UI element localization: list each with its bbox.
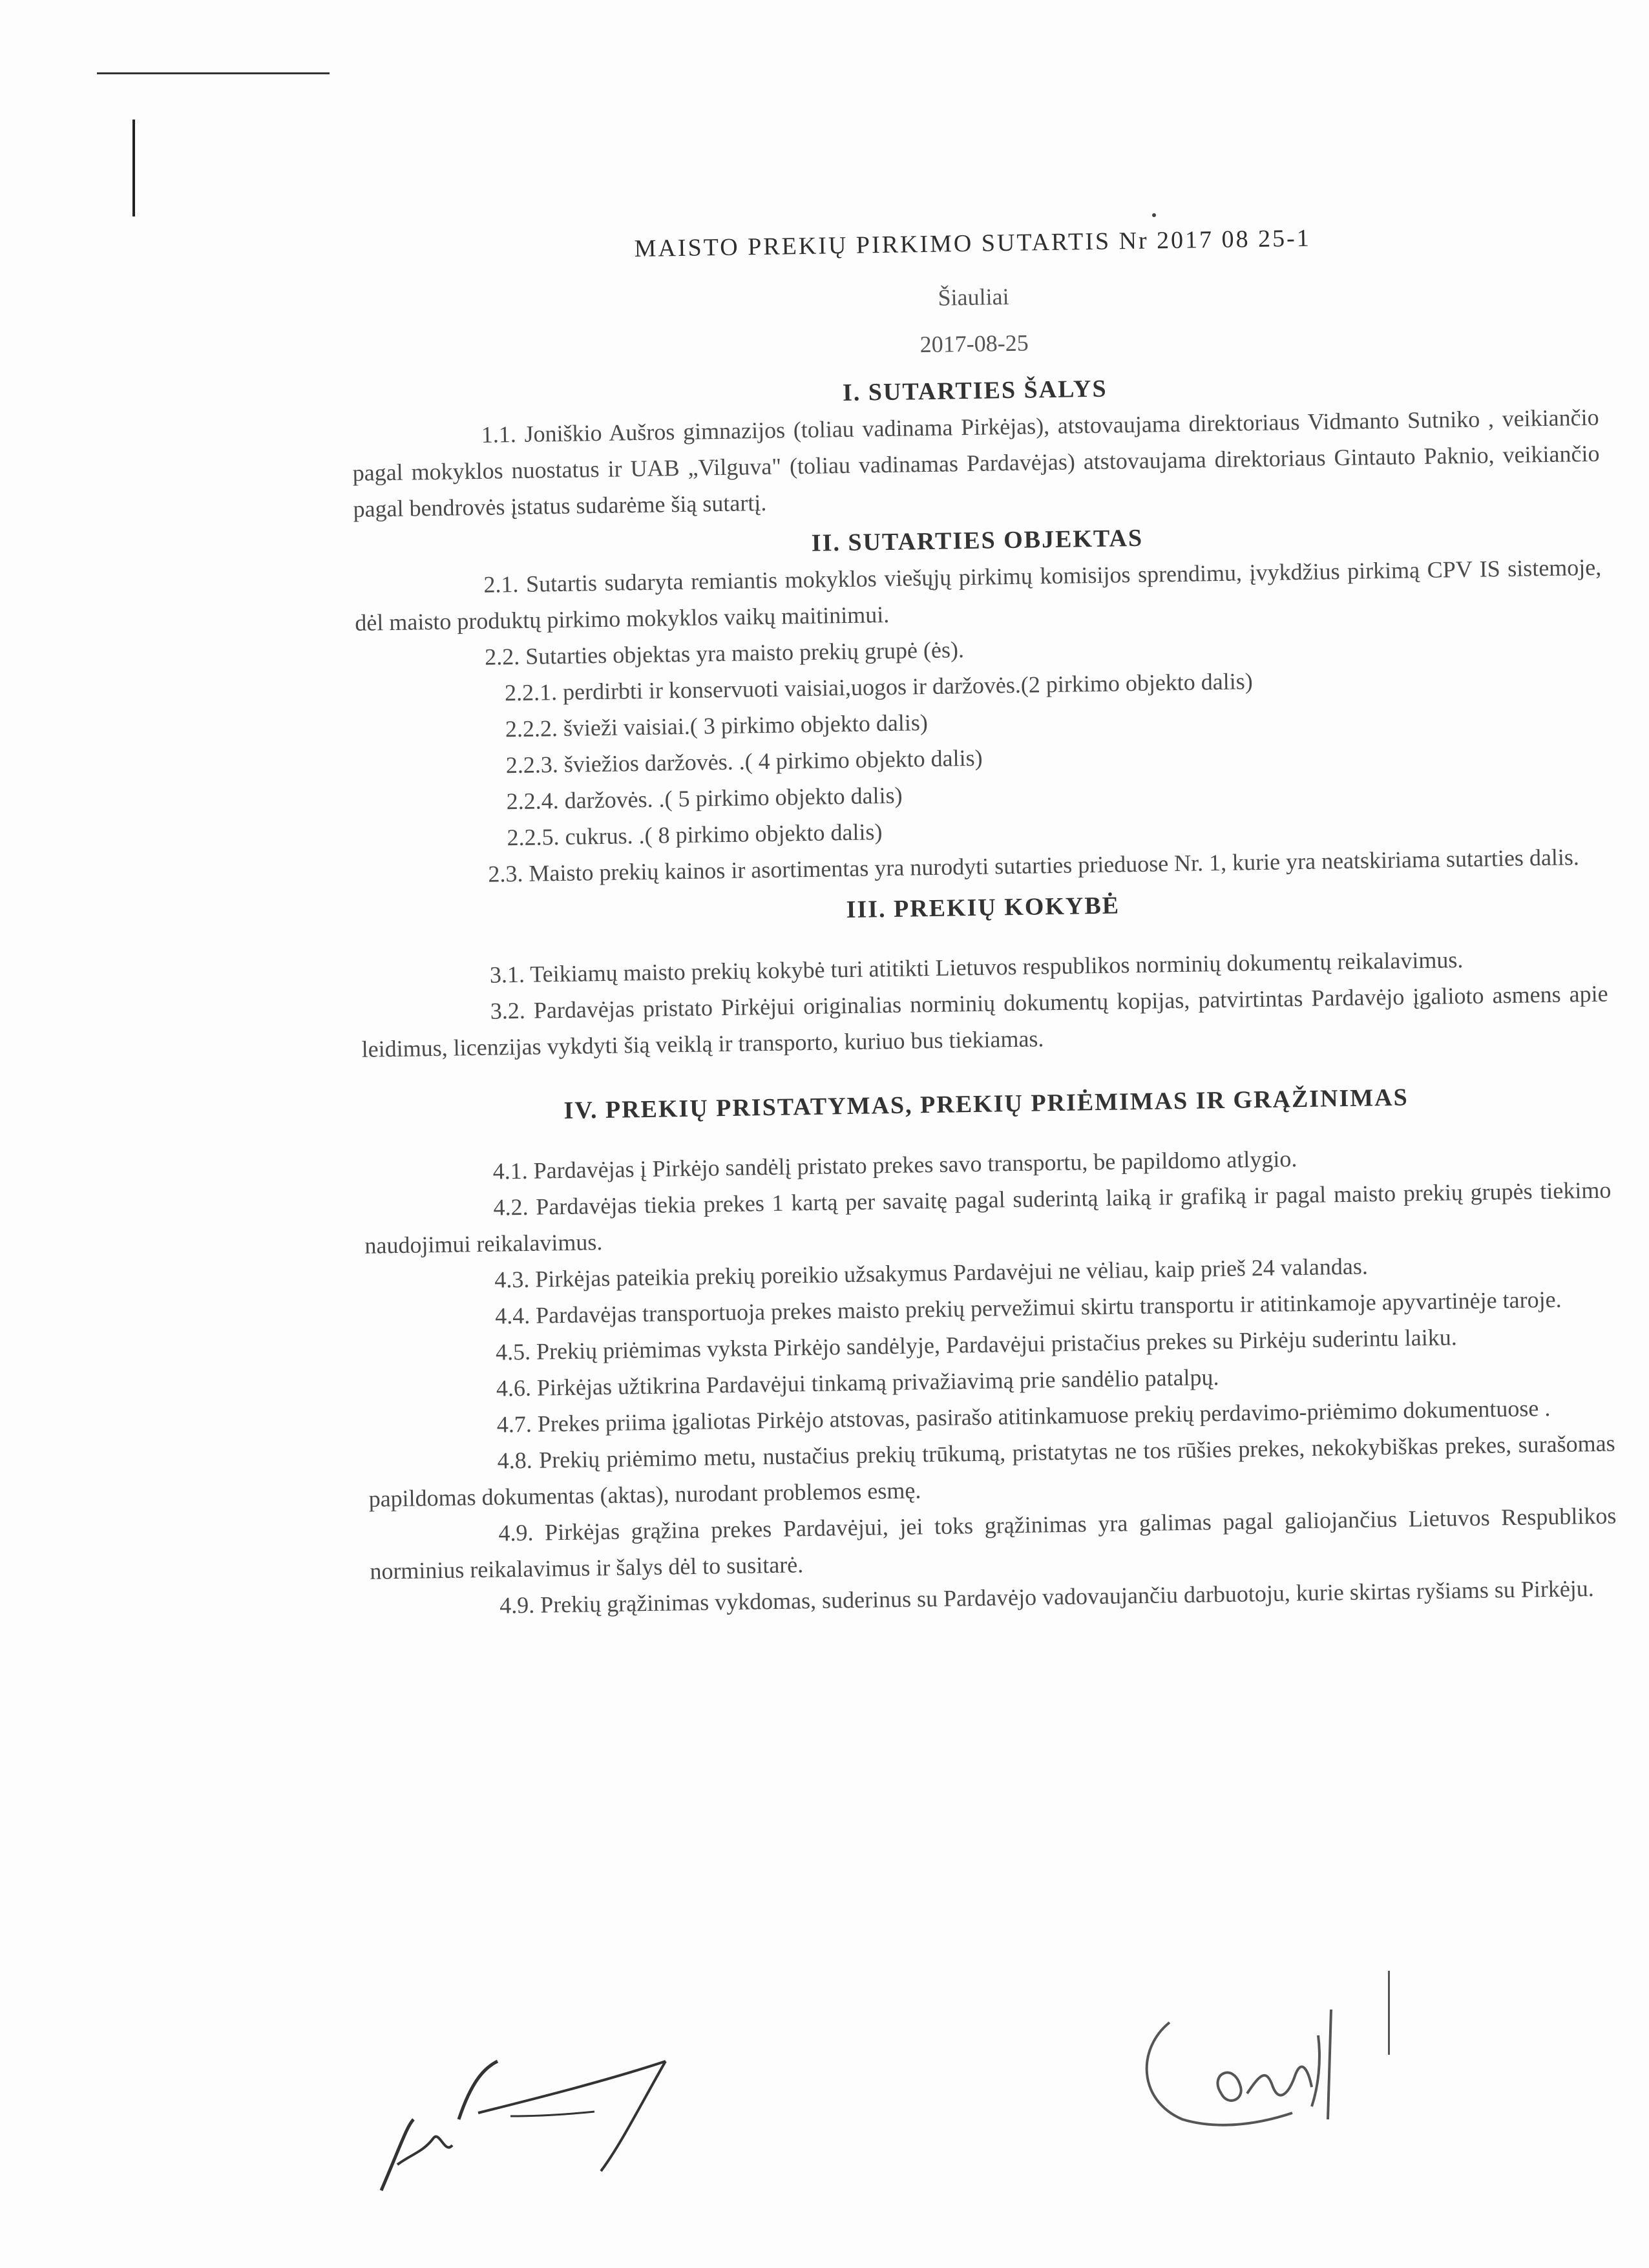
clause-paragraph: 4.7. Prekes priima įgaliotas Pirkėjo atstovas, pasirašo atitinkamuose prekių perdavimo-priėmimo dokumentuose . [496, 1395, 1551, 1438]
document-place: Šiauliai [938, 283, 1009, 311]
contract-page [349, 220, 1617, 1626]
clause-paragraph: 4.8. Prekių priėmimo metu, nustačius prekių trūkumą, pristatytas ne tos rūšies prekes, nekokybiškas prekes, surašomas papildomas dokumentas (aktas), nurodant problemos esmę. [368, 1430, 1615, 1512]
subclause-item: 2.2.5. cukrus. .( 8 pirkimo objekto dalis) [507, 819, 883, 851]
subclause-item: 2.2.2. švieži vaisiai.( 3 pirkimo objekto dalis) [505, 709, 929, 742]
subclause-item: 2.2.1. perdirbti ir konservuoti vaisiai,uogos ir daržovės.(2 pirkimo objekto dalis) [504, 668, 1254, 706]
scan-speck [1152, 213, 1156, 217]
subclause-item: 2.2.3. šviežios daržovės. .( 4 pirkimo objekto dalis) [505, 744, 983, 779]
clause-paragraph: 2.3. Maisto prekių kainos ir asortimentas yra nurodyti sutarties prieduose Nr. 1, kurie yra neatskiriama sutarties dalis. [488, 844, 1580, 887]
clause-paragraph: 1.1. Joniškio Aušros gimnazijos (toliau vadinama Pirkėjas), atstovaujama direktoriaus Vidmanto Sutniko , veikiančio pagal mokyklos nuostatus ir UAB „Vilguva" (toliau vadinamas Pardavėjas) atstovaujama direktoriaus Gintauto Paknio, veikiančio pagal bendrovės įstatus sudarėme šią sutartį. [352, 404, 1600, 522]
document-title: MAISTO PREKIŲ PIRKIMO SUTARTIS Nr 2017 08 25-1 [634, 224, 1312, 263]
clause-paragraph: 3.2. Pardavėjas pristato Pirkėjui originalias norminių dokumentų kopijas, patvirtintas Pardavėjo įgalioto asmens apie leidimus, licenzijas vykdyti šią veiklą ir transporto, kuriuo bus tiekiamas. [361, 980, 1608, 1062]
scan-artifact-margin-line [132, 120, 135, 216]
clause-paragraph: 3.1. Teikiamų maisto prekių kokybė turi atitikti Lietuvos respublikos norminių dokumentų reikalavimus. [489, 947, 1464, 988]
subclause-item: 2.2.4. daržovės. .( 5 pirkimo objekto dalis) [506, 782, 903, 815]
seller-signature [1124, 1997, 1396, 2139]
scan-artifact-line [1388, 1971, 1390, 2055]
clause-paragraph: 4.1. Pardavėjas į Pirkėjo sandėlį pristato prekes savo transportu, be papildomo atlygio. [492, 1146, 1297, 1184]
clause-paragraph: 4.5. Prekių priėmimas vyksta Pirkėjo sandėlyje, Pardavėjui pristačius prekes su Pirkėju suderintu laiku. [495, 1324, 1457, 1365]
clause-paragraph: 4.2. Pardavėjas tiekia prekes 1 kartą per savaitę pagal suderintą laiką ir grafiką ir pagal maisto prekių grupės tiekimo naudojimui reikalavimus. [364, 1177, 1612, 1259]
section-heading: II. SUTARTIES OBJEKTAS [811, 524, 1144, 557]
section-heading: I. SUTARTIES ŠALYS [842, 375, 1108, 407]
clause-paragraph: 4.4. Pardavėjas transportuoja prekes maisto prekių pervežimui skirtu transportu ir atitinkamoje apyvartinėje taroje. [494, 1286, 1562, 1329]
clause-paragraph: 2.1. Sutartis sudaryta remiantis mokyklos viešųjų pirkimų komisijos sprendimu, įvykdžius pirkimą CPV IS sistemoje, dėl maisto produktų pirkimo mokyklos vaikų maitinimui. [355, 554, 1602, 636]
document-date: 2017-08-25 [919, 330, 1029, 358]
clause-paragraph: 4.9. Prekių grąžinimas vykdomas, suderinus su Pardavėjo vadovaujančiu darbuotoju, kurie skirtas ryšiams su Pirkėju. [499, 1575, 1595, 1619]
clause-paragraph: 2.2. Sutarties objektas yra maisto prekių grupė (ės). [484, 636, 965, 670]
clause-paragraph: 4.3. Pirkėjas pateikia prekių poreikio užsakymus Pardavėjui ne vėliau, kaip prieš 24 valandas. [494, 1253, 1369, 1293]
scan-artifact-line [97, 72, 330, 74]
section-heading: III. PREKIŲ KOKYBĖ [846, 892, 1120, 924]
clause-paragraph: 4.6. Pirkėjas užtikrina Pardavėjui tinkamą privažiavimą prie sandėlio patalpų. [496, 1364, 1219, 1402]
clause-paragraph: 4.9. Pirkėjas grąžina prekes Pardavėjui, jei toks grąžinimas yra galimas pagal galiojančius Lietuvos Respublikos norminius reikalavimus ir šalys dėl to susitarė. [370, 1502, 1617, 1584]
section-heading: IV. PREKIŲ PRISTATYMAS, PREKIŲ PRIĖMIMAS IR GRĄŽINIMAS [563, 1084, 1409, 1124]
buyer-signature [362, 2042, 724, 2210]
